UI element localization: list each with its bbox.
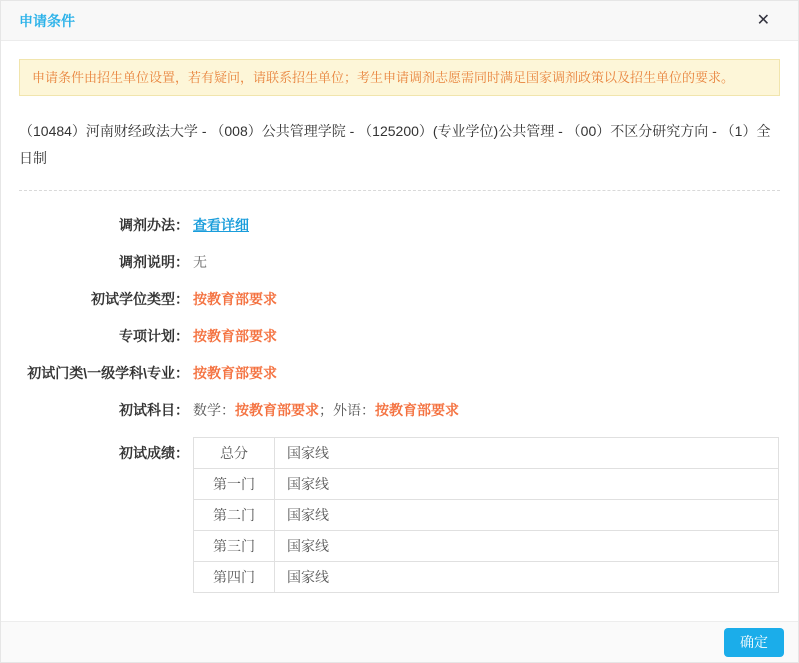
special-plan-value: 按教育部要求 [193,328,277,344]
subjects-label: 初试科目： [119,402,189,418]
modal-footer [1,621,798,662]
confirm-button[interactable]: 确定 [724,628,784,657]
score-table-row [194,438,779,469]
subjects-lang-value: 按教育部要求 [375,402,459,418]
score-value-cell: 国家线 [275,531,779,562]
program-description: （10484）河南财经政法大学 - （008）公共管理学院 - （125200）(专业学位)公共管理 - （00）不区分研究方向 - （1）全日制 [19,123,771,166]
field-row-special-plan [19,326,780,346]
score-table-row [194,469,779,500]
discipline-value: 按教育部要求 [193,365,277,381]
field-row-subjects [19,400,780,420]
modal-header [1,1,798,41]
special-plan-label: 专项计划： [119,328,189,344]
field-row-discipline [19,363,780,383]
score-table [193,437,779,593]
view-detail-link[interactable]: 查看详细 [193,217,249,233]
score-table-row [194,500,779,531]
degree-type-value: 按教育部要求 [193,291,277,307]
score-value-cell: 国家线 [275,469,779,500]
transfer-note-label: 调剂说明： [119,254,189,270]
score-subject-cell: 第三门 [194,531,275,562]
subjects-math-value: 按教育部要求 [235,402,319,418]
scores-label: 初试成绩： [119,445,189,461]
field-row-degree-type [19,289,780,309]
score-subject-cell: 第一门 [194,469,275,500]
score-table-row [194,531,779,562]
subjects-math-label: 数学： [193,402,235,418]
close-icon[interactable]: ✕ [756,11,770,29]
notice-banner: 申请条件由招生单位设置，若有疑问，请联系招生单位；考生申请调剂志愿需同时满足国家调剂政策以及招生单位的要求。 [19,59,780,96]
dashed-divider [19,190,780,191]
modal-body [1,41,798,621]
score-subject-cell: 第四门 [194,562,275,593]
score-table-row [194,562,779,593]
field-row-transfer-note [19,252,780,272]
degree-type-label: 初试学位类型： [91,291,189,307]
score-subject-cell: 第二门 [194,500,275,531]
subjects-lang-label: 外语： [333,402,375,418]
score-value-cell: 国家线 [275,500,779,531]
subjects-separator: ； [319,402,333,418]
field-row-scores [19,437,780,593]
modal-title: 申请条件 [19,12,75,29]
field-row-transfer-method [19,215,780,235]
score-subject-cell: 总分 [194,438,275,469]
discipline-label: 初试门类\一级学科\专业： [27,365,189,381]
transfer-method-label: 调剂办法： [119,217,189,233]
transfer-note-value: 无 [193,254,207,270]
subjects-value [193,400,459,420]
score-value-cell: 国家线 [275,438,779,469]
score-value-cell: 国家线 [275,562,779,593]
